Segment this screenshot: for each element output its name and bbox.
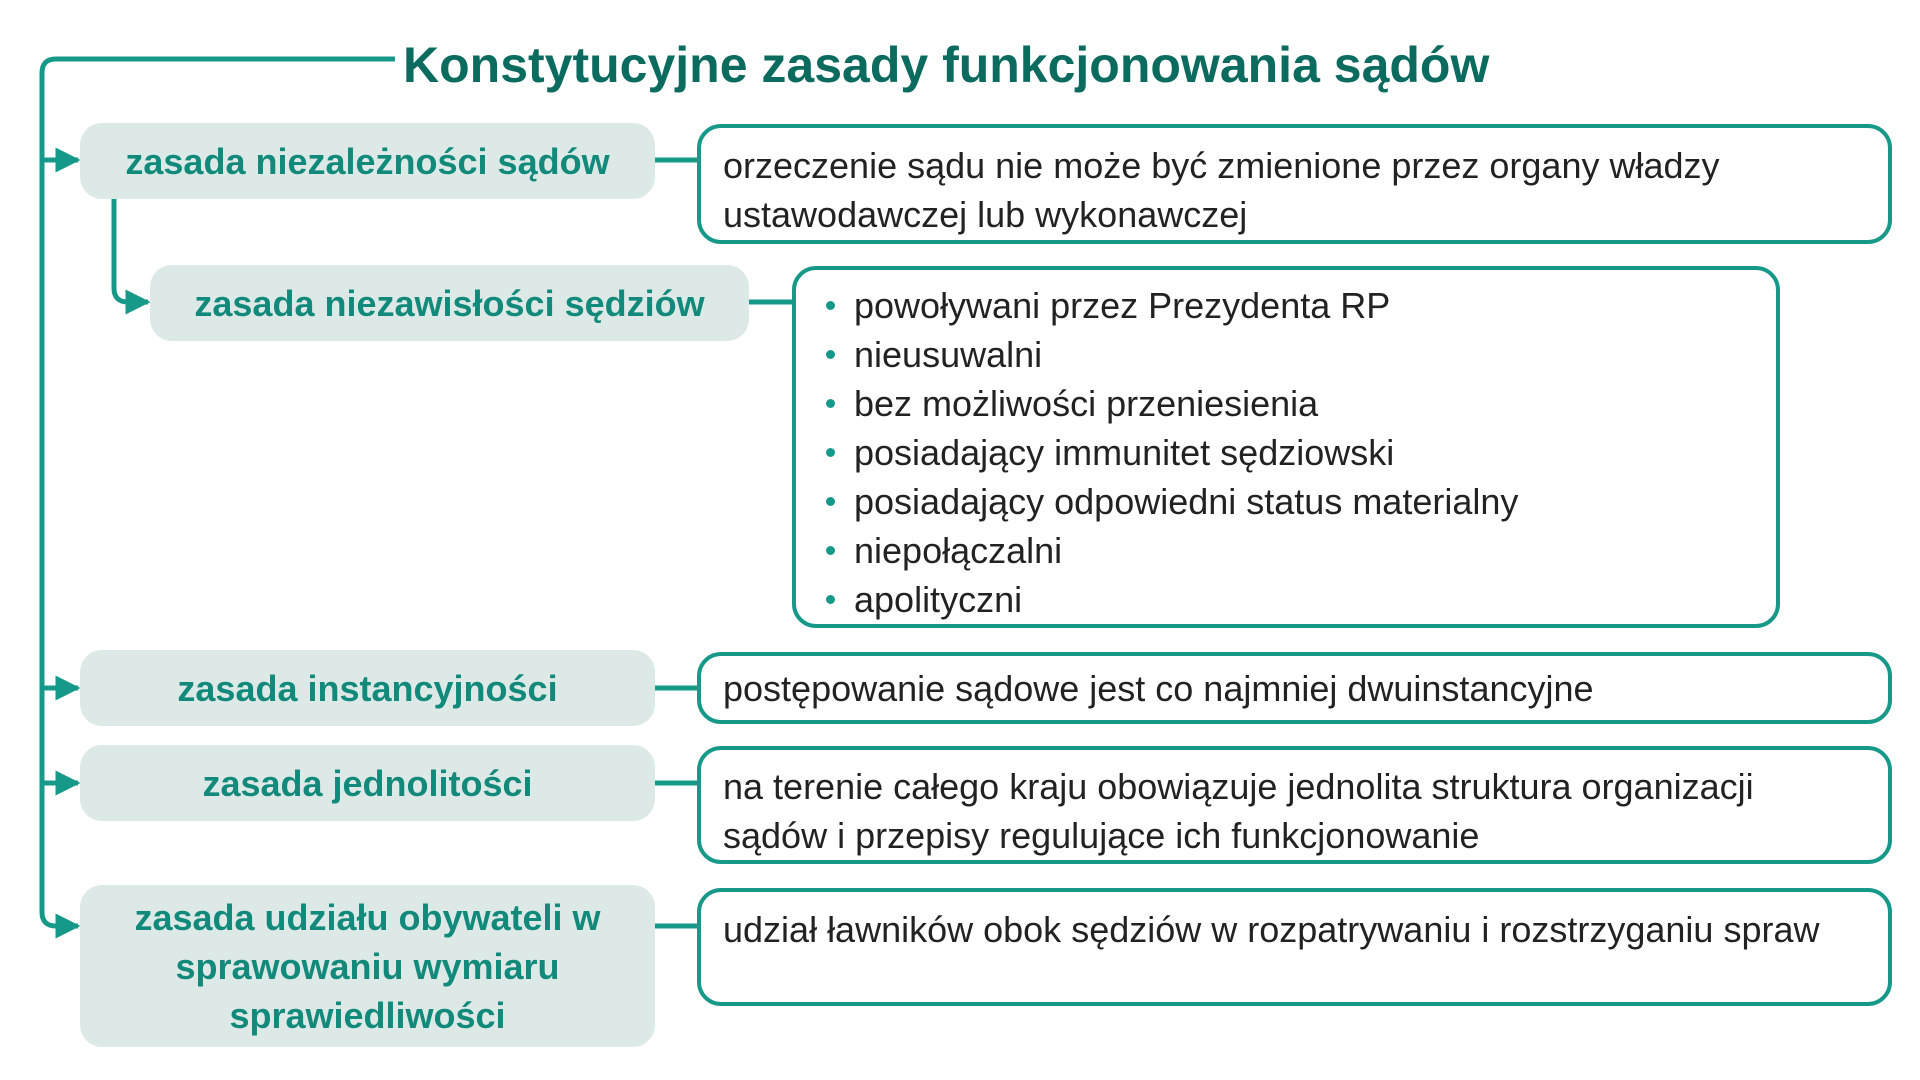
principle-label: zasada instancyjności xyxy=(177,667,558,709)
bullet-text: apolityczni xyxy=(854,579,1023,620)
description-text: udział ławników obok sędziów w rozpatrywaniu i rozstrzyganiu spraw xyxy=(723,909,1820,950)
description-text: orzeczenie sądu nie może być zmienione przez organy władzy ustawodawczej lub wykonawczej xyxy=(723,145,1720,235)
list-item xyxy=(819,477,1754,526)
principle-niezawislosci-pill xyxy=(150,265,749,341)
description-text: na terenie całego kraju obowiązuje jednolita struktura organizacji sądów i przepisy regulujące ich funkcjonowanie xyxy=(723,766,1754,856)
list-item xyxy=(819,526,1754,575)
bullet-icon xyxy=(826,595,835,604)
list-item xyxy=(819,428,1754,477)
principle-instancyjnosci-description xyxy=(697,652,1892,724)
description-text: postępowanie sądowe jest co najmniej dwuinstancyjne xyxy=(723,667,1594,709)
principle-niezawislosci-description xyxy=(792,266,1780,628)
bullet-icon xyxy=(826,497,835,506)
principle-instancyjnosci-pill xyxy=(80,650,655,726)
list-item xyxy=(819,281,1754,330)
bullet-icon xyxy=(826,301,835,310)
bullet-text: powoływani przez Prezydenta RP xyxy=(854,285,1391,326)
bullet-icon xyxy=(826,546,835,555)
arrow-to-udzialu xyxy=(42,912,78,926)
bullet-text: posiadający immunitet sędziowski xyxy=(854,432,1395,473)
list-item xyxy=(819,330,1754,379)
principle-udzialu-description xyxy=(697,888,1892,1006)
diagram-title: Konstytucyjne zasady funkcjonowania sądów xyxy=(403,37,1490,93)
bullet-icon xyxy=(826,350,835,359)
list-item xyxy=(819,379,1754,428)
principle-jednolitosci-description xyxy=(697,746,1892,864)
bullet-icon xyxy=(826,399,835,408)
principle-udzialu-pill xyxy=(80,885,655,1047)
principle-jednolitosci-pill xyxy=(80,745,655,821)
list-item xyxy=(819,575,1754,624)
principle-label: zasada niezawisłości sędziów xyxy=(194,282,705,324)
principle-label: zasada niezależności sądów xyxy=(125,140,610,182)
bullet-text: bez możliwości przeniesienia xyxy=(854,383,1319,424)
principle-niezaleznosci-description xyxy=(697,124,1892,244)
branch-to-niezawislosci xyxy=(114,199,148,302)
bullet-text: niepołączalni xyxy=(854,530,1063,571)
niezawislosci-bullet-list xyxy=(819,281,1754,624)
bullet-icon xyxy=(826,448,835,457)
bullet-text: posiadający odpowiedni status materialny xyxy=(854,481,1519,522)
principle-label: zasada udziału obywateli w sprawowaniu wymiaru sprawiedliwości xyxy=(134,896,601,1036)
principle-label: zasada jednolitości xyxy=(202,762,533,804)
principle-niezaleznosci-pill xyxy=(80,123,655,199)
bullet-text: nieusuwalni xyxy=(854,334,1043,375)
